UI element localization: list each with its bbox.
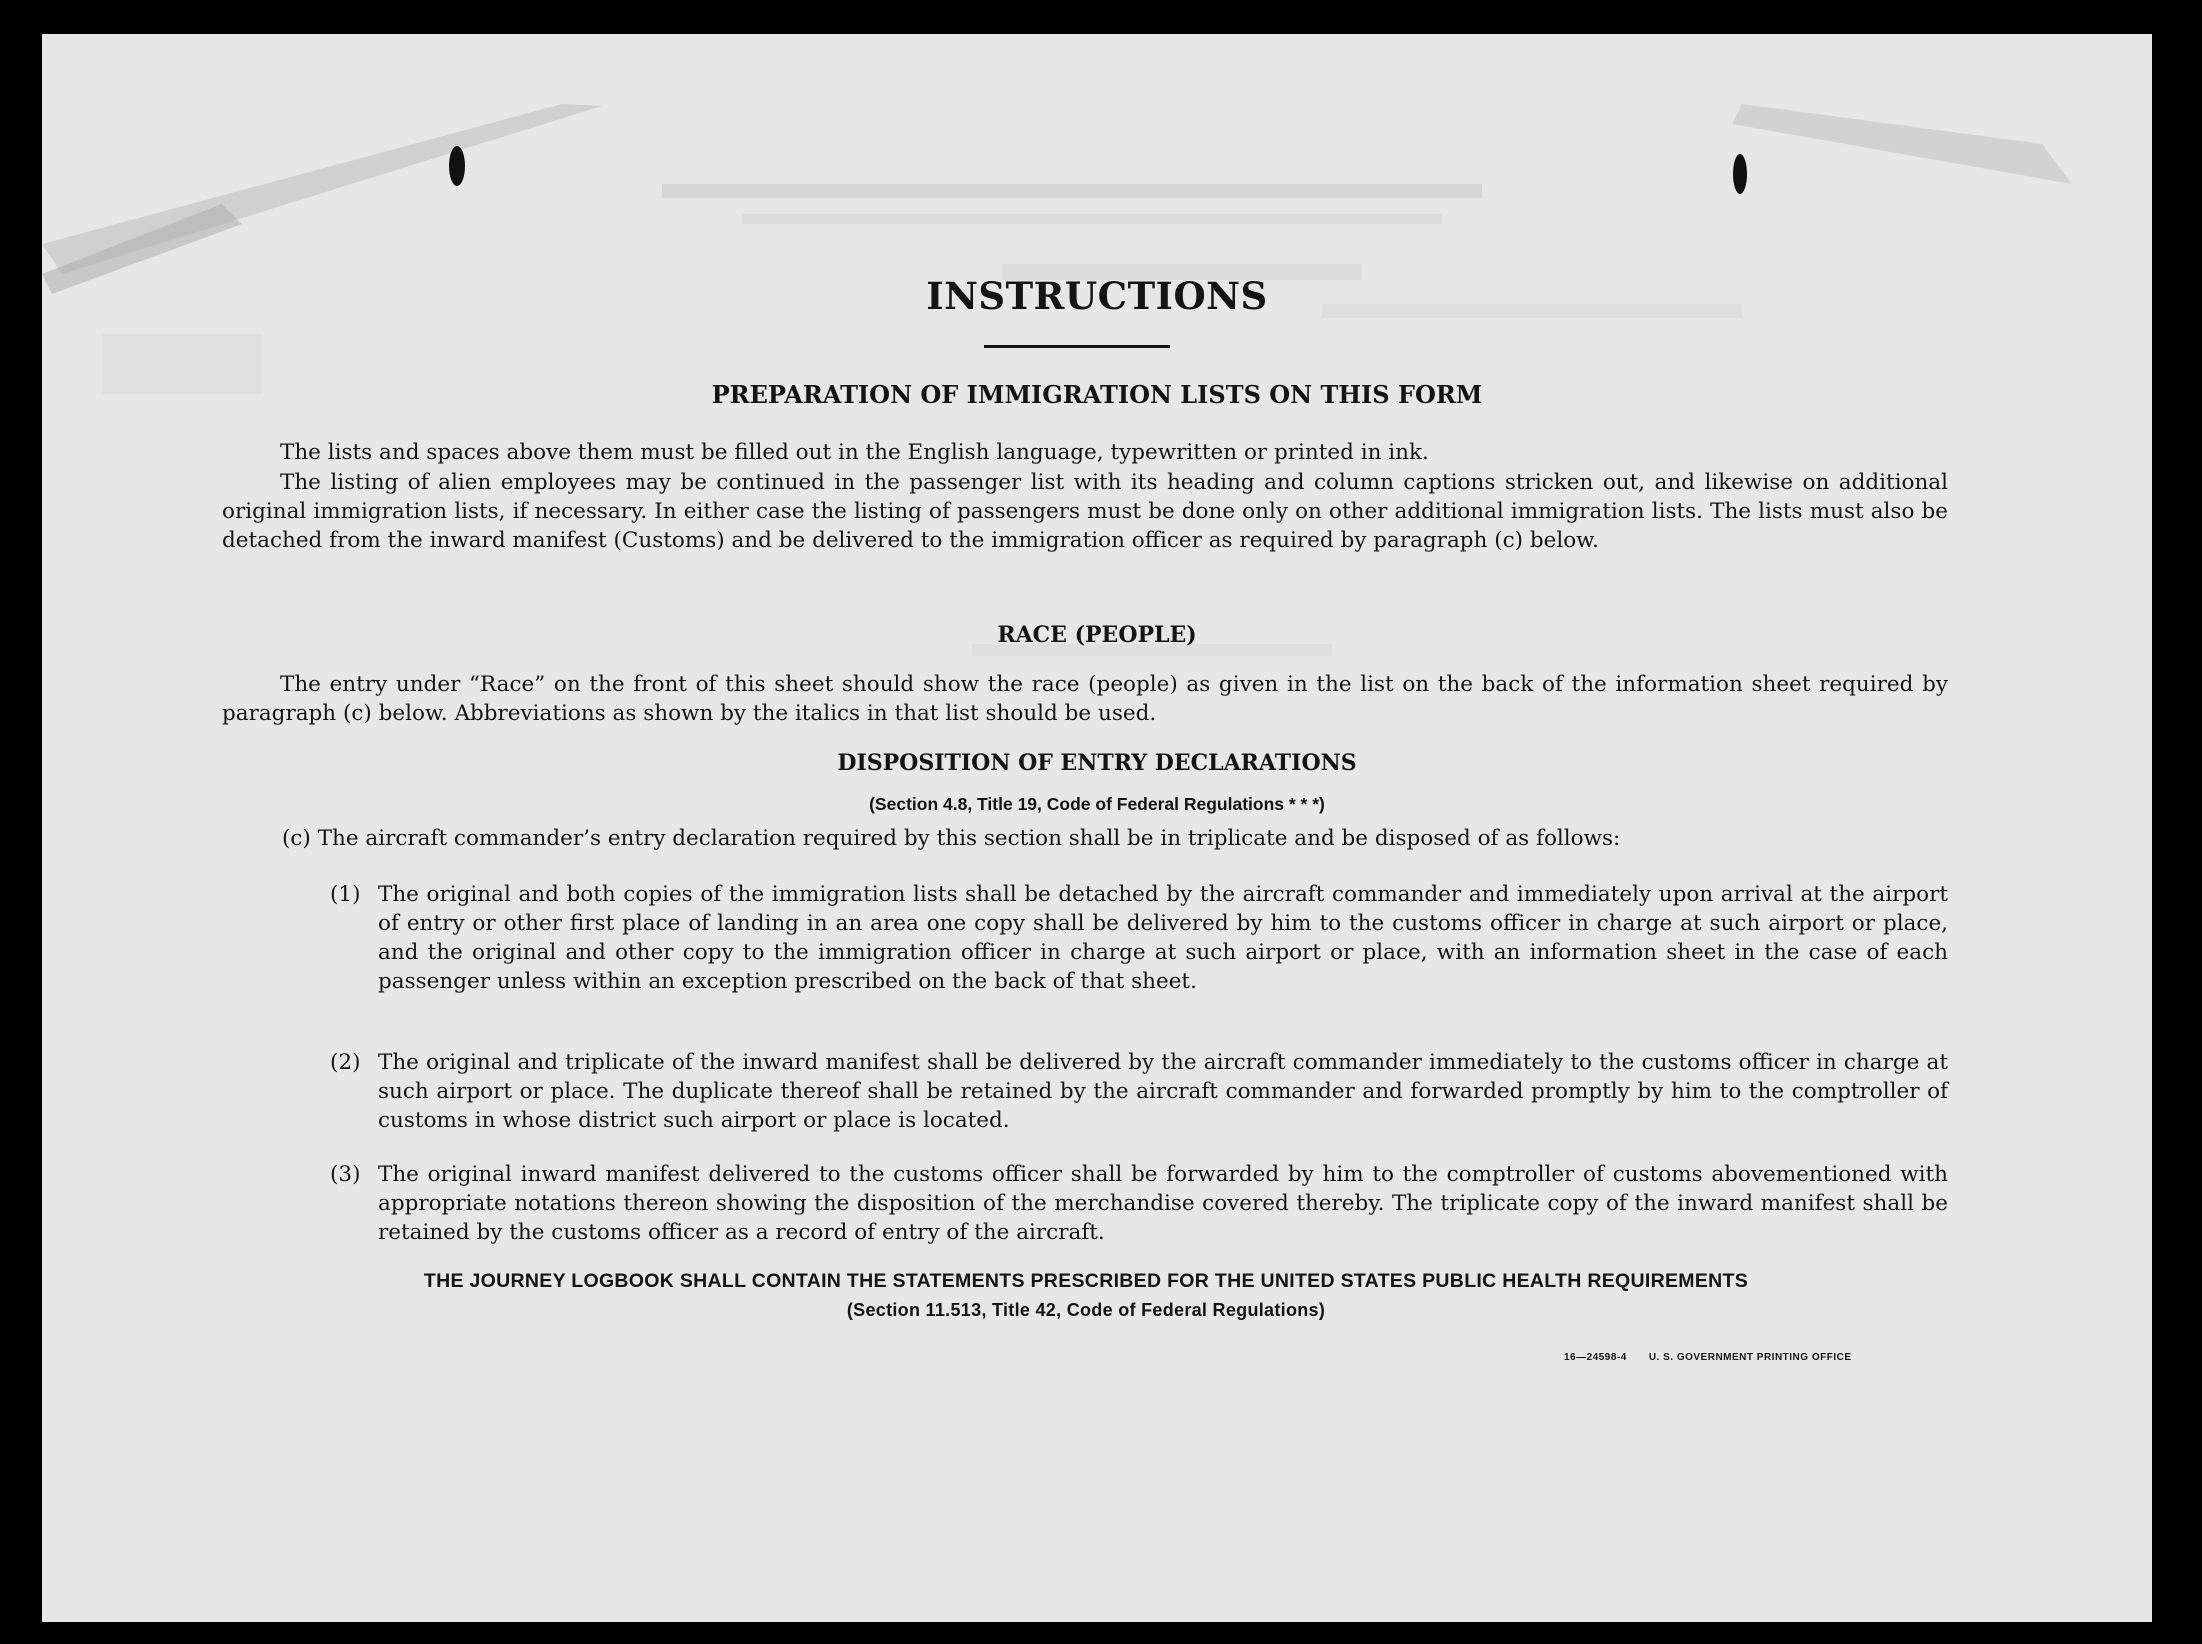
instructions-content [42, 34, 2152, 1622]
form-number: 16—24598-4 [1564, 1352, 1627, 1363]
preparation-paragraph-1: The lists and spaces above them must be filled out in the English language, typewritten or printed in ink. [280, 440, 1429, 465]
item-text: The original and both copies of the immigration lists shall be detached by the aircraft commander and immediately upon arrival at the airport of entry or other first place of landing in an area one copy shall be delivered by him to the customs officer in charge at such airport or place, and the original and other copy to the immigration officer in charge at such airport or place, with an information sheet in the case of each passenger unless within an exception prescribed on the back of that sheet. [378, 882, 1948, 994]
item-number: (1) [330, 882, 361, 907]
printer-name: U. S. GOVERNMENT PRINTING OFFICE [1648, 1352, 1852, 1363]
race-heading: RACE (PEOPLE) [997, 622, 1197, 648]
list-item [330, 1160, 1948, 1247]
health-requirements-statement: THE JOURNEY LOGBOOK SHALL CONTAIN THE STATEMENTS PRESCRIBED FOR THE UNITED STATES PUBLIC HEALTH REQUIREMENTS [423, 1270, 1749, 1292]
preparation-paragraph-2: The listing of alien employees may be continued in the passenger list with its heading and column captions stricken out, and likewise on additional original immigration lists, if necessary. In either case the listing of passengers must be done only on other additional immigration lists. The lists must also be detached from the inward manifest (Customs) and be delivered to the immigration officer as required by paragraph (c) below. [222, 470, 1948, 553]
printing-office-mark [1564, 1352, 1874, 1363]
page-title: INSTRUCTIONS [926, 274, 1268, 318]
title-underline [984, 345, 1170, 348]
list-item [330, 1048, 1948, 1135]
item-number: (3) [330, 1162, 361, 1187]
disposition-citation: (Section 4.8, Title 19, Code of Federal Regulations * * *) [869, 794, 1325, 814]
document-sheet [42, 34, 2152, 1622]
item-text: The original inward manifest delivered to the customs officer shall be forwarded by him to the comptroller of customs abovementioned with appropriate notations thereon showing the disposition of the merchandise covered thereby. The triplicate copy of the inward manifest shall be retained by the customs officer as a record of entry of the aircraft. [378, 1162, 1948, 1245]
item-text: The original and triplicate of the inward manifest shall be delivered by the aircraft commander immediately to the customs officer in charge at such airport or place. The duplicate thereof shall be retained by the aircraft commander and forwarded promptly by him to the comptroller of customs in whose district such airport or place is located. [378, 1050, 1948, 1133]
clause-c: (c) The aircraft commander’s entry declaration required by this section shall be in triplicate and be disposed of as follows: [282, 826, 1621, 851]
health-requirements-citation: (Section 11.513, Title 42, Code of Federal Regulations) [846, 1300, 1326, 1320]
item-number: (2) [330, 1050, 361, 1075]
disposition-heading: DISPOSITION OF ENTRY DECLARATIONS [837, 750, 1357, 776]
list-item [330, 880, 1948, 996]
preparation-heading: PREPARATION OF IMMIGRATION LISTS ON THIS FORM [711, 380, 1483, 409]
race-paragraph: The entry under “Race” on the front of this sheet should show the race (people) as given in the list on the back of the information sheet required by paragraph (c) below. Abbreviations as shown by the italics in that list should be used. [222, 672, 1948, 726]
